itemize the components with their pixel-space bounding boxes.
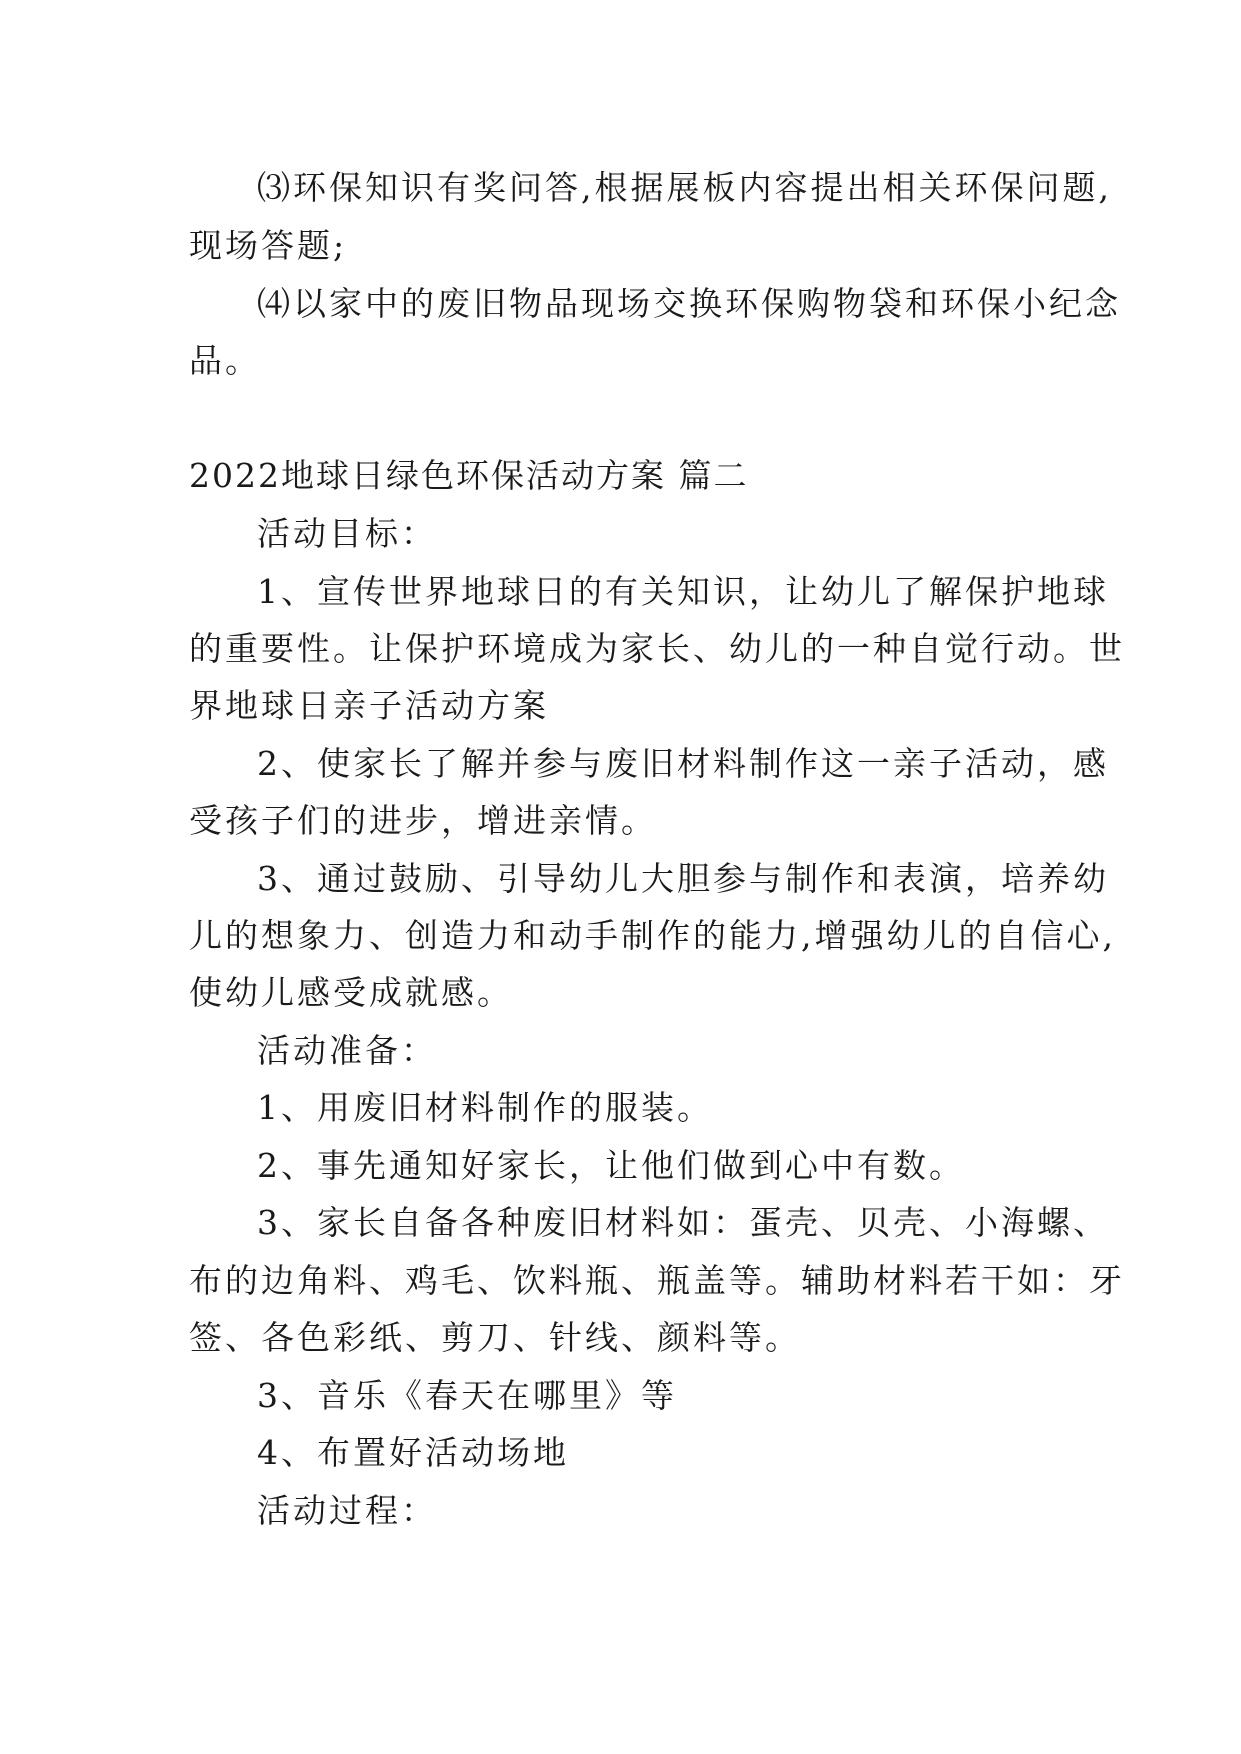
paragraph-line: ⑷以家中的废旧物品现场交换环保购物袋和环保小纪念	[257, 284, 1121, 323]
paragraph-line: 界地球日亲子活动方案	[189, 686, 549, 725]
subheading-goals: 活动目标：	[257, 514, 437, 553]
paragraph-line: 1、宣传世界地球日的有关知识，让幼儿了解保护地球	[257, 572, 1109, 611]
paragraph-line: 签、各色彩纸、剪刀、针线、颜料等。	[189, 1318, 801, 1357]
paragraph-line: 的重要性。让保护环境成为家长、幼儿的一种自觉行动。世	[189, 629, 1125, 668]
paragraph-line: 布的边角料、鸡毛、饮料瓶、瓶盖等。辅助材料若干如：牙	[189, 1261, 1125, 1300]
subheading-preparation: 活动准备：	[257, 1031, 437, 1070]
paragraph-line: 儿的想象力、创造力和动手制作的能力,增强幼儿的自信心,	[189, 916, 1116, 955]
paragraph-line: 受孩子们的进步，增进亲情。	[189, 801, 657, 840]
paragraph-line: 2、事先通知好家长，让他们做到心中有数。	[257, 1146, 965, 1185]
paragraph-line: 现场答题;	[189, 226, 348, 265]
section-heading: 2022地球日绿色环保活动方案 篇二	[189, 456, 749, 495]
paragraph-line: 1、用废旧材料制作的服装。	[257, 1088, 713, 1127]
paragraph-line: 品。	[189, 341, 261, 380]
paragraph-line: 3、通过鼓励、引导幼儿大胆参与制作和表演，培养幼	[257, 859, 1109, 898]
paragraph-line: 使幼儿感受成就感。	[189, 973, 513, 1012]
paragraph-line: ⑶环保知识有奖问答,根据展板内容提出相关环保问题,	[257, 168, 1112, 207]
paragraph-line: 3、家长自备各种废旧材料如：蛋壳、贝壳、小海螺、	[257, 1203, 1109, 1242]
paragraph-line: 4、布置好活动场地	[257, 1433, 569, 1472]
paragraph-line: 2、使家长了解并参与废旧材料制作这一亲子活动，感	[257, 744, 1109, 783]
paragraph-line: 3、音乐《春天在哪里》等	[257, 1376, 677, 1415]
subheading-process: 活动过程：	[257, 1491, 437, 1530]
